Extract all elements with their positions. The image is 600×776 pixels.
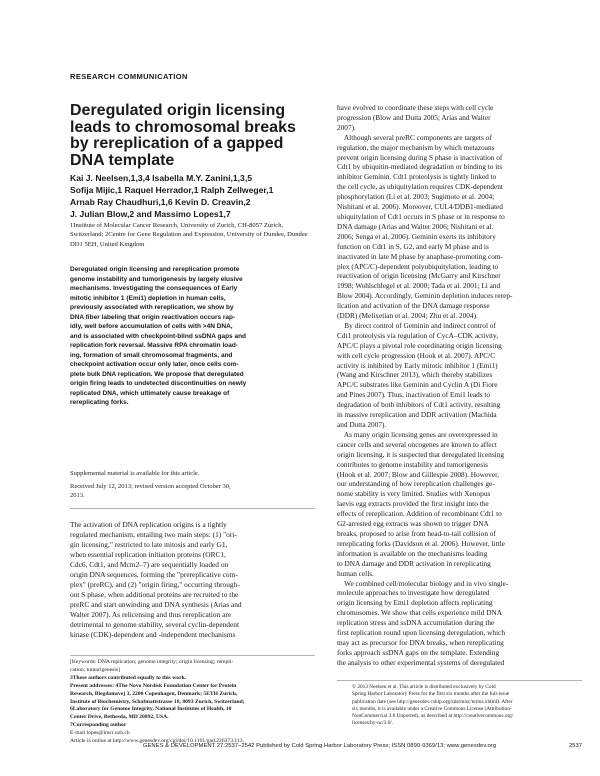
abstract-line: DNA fiber labeling that origin reactivation occurs rap- bbox=[70, 313, 236, 321]
body-line: 2007). bbox=[337, 122, 356, 132]
affiliation-line: 1Institute of Molecular Cancer Research, University of Zurich, bbox=[70, 222, 237, 229]
body-line: and Pines 2007). Thus, inactivation of Emi1 leads to bbox=[337, 390, 491, 400]
body-line: The activation of DNA replication origins is a tightly bbox=[70, 520, 227, 529]
abstract-line: replicated DNA, which ultimately cause breakage of bbox=[70, 389, 230, 397]
body-line: origin licensing by Emi1 depletion affects replicating bbox=[337, 598, 493, 608]
section-label: RESEARCH COMMUNICATION bbox=[70, 72, 188, 81]
body-line: effects of rereplication. Addition of recombinant Cdt1 to bbox=[337, 509, 502, 519]
abstract-line: plete bulk DNA replication. We propose that deregulated bbox=[70, 370, 244, 378]
abstract-line: rereplicating forks. bbox=[70, 399, 129, 406]
author-line: Arnab Ray Chaudhuri,1,6 Kevin D. Creavin,2 bbox=[70, 197, 251, 207]
author-list bbox=[70, 172, 310, 220]
body-line: have evolved to coordinate these steps with cell cycle bbox=[337, 103, 494, 112]
right-column-text bbox=[337, 103, 582, 668]
intro-paragraph bbox=[70, 520, 315, 640]
title-line: by rereplication of a gapped bbox=[70, 135, 284, 152]
abstract-line: Deregulated origin licensing and rereplication promote bbox=[70, 266, 240, 273]
abstract bbox=[70, 265, 310, 408]
body-line: first replication round upon licensing deregulation, which bbox=[337, 628, 505, 638]
body-line: molecule approaches to investigate how deregulated bbox=[337, 588, 490, 598]
footnote-line: Center Drive, Bethesda, MD 20892, USA. bbox=[70, 714, 169, 721]
footer-citation: GENES & DEVELOPMENT 27:2537–2542 Published by Cold Spring Harbor Laboratory Press; ISSN 0890-9369/13; www.genesdev.org bbox=[142, 743, 496, 749]
license-line: © 2013 Neelsen et al. This article is distributed exclusively by Cold bbox=[352, 684, 496, 690]
body-line: the cell cycle, as ubiquitylation requires CDK-dependent bbox=[337, 182, 503, 192]
body-line: function on Cdt1 in S, G2, and early M phase and is bbox=[337, 241, 489, 251]
author-line: Sofija Mijic,1 Raquel Herrador,1 Ralph Zellweger,1 bbox=[70, 185, 274, 195]
body-line: Cdt1 proteolysis via regulation of CycA–CDK activity, bbox=[337, 330, 499, 340]
body-line: APC/C plays a pivotal role coordinating origin licensing bbox=[337, 340, 502, 350]
body-line: the analysis to other experimental systems of deregulated bbox=[337, 657, 505, 667]
body-line: lication and activation of the DNA damage response bbox=[337, 301, 490, 311]
body-line: and Dutta 2007). bbox=[337, 420, 387, 429]
body-line: activity is inhibited by Early mitotic inhibitor 1 (Emi1) bbox=[337, 360, 498, 370]
license-line: NonCommercial 3.0 Unported), as described at http://creativecommons.org/ bbox=[352, 713, 514, 720]
body-line: out S phase, when additional proteins are recruited to the bbox=[70, 590, 239, 599]
page-footer bbox=[70, 743, 582, 749]
supplemental-note: Supplemental material is available for this article. bbox=[70, 470, 200, 477]
affiliation-line: Kingdom bbox=[119, 240, 145, 248]
license-divider bbox=[337, 680, 582, 681]
body-line: We combined cell/molecular biology and in vivo single- bbox=[337, 578, 509, 588]
abstract-line: and is associated with checkpoint-blind ssDNA gaps and bbox=[70, 332, 247, 340]
body-line: plex" (preRC), and (2) "origin firing," occurring through- bbox=[70, 580, 240, 589]
body-line: degradation of both inhibitors of Cdt1 activity, resulting bbox=[337, 400, 501, 410]
body-line: origin DNA sequences, forming the "prereplicative com- bbox=[70, 570, 238, 579]
body-line: DNA damage (Arias and Walter 2006; Nishitani et al. bbox=[337, 221, 494, 231]
footnote-line: [Keywords: DNA replication; genome integrity; origin licensing; rerepli- bbox=[70, 659, 234, 665]
body-line: Nishitani et al. 2006). Moreover, CUL4/DDB1-mediated bbox=[337, 202, 503, 212]
abstract-line: mitotic inhibitor 1 (Emi1) depletion in human cells, bbox=[70, 294, 226, 302]
body-line: human cells. bbox=[337, 568, 374, 578]
body-line: may act as precursor for DNA breaks, when rereplicating bbox=[337, 637, 504, 647]
affiliations bbox=[70, 221, 310, 249]
body-line: contributes to genome instability and tumorigenesis bbox=[337, 459, 488, 469]
page-number: 2537 bbox=[568, 743, 582, 749]
abstract-line: mechanisms. Investigating the consequences of Early bbox=[70, 285, 238, 292]
body-line: nome stability is very limited. Studies with Xenopus bbox=[337, 489, 491, 499]
footnote-line: Present addresses: 4The Novo Nordisk Foundation Center for Protein bbox=[70, 682, 237, 689]
body-line: inhibitor Geminin. Cdt1 proteolysis is tightly linked to bbox=[337, 172, 497, 182]
body-line: in massive rereplication and DDR activation (Machida bbox=[337, 410, 497, 420]
footnote-line: E-mail lopes@imcr.uzh.ch bbox=[70, 730, 130, 737]
license-line: licenses/by-nc/3.0/. bbox=[352, 720, 394, 727]
body-line: APC/C substrates like Geminin and Cyclin A (Di Fiore bbox=[337, 380, 498, 390]
author-line: J. Julian Blow,2 and Massimo Lopes1,7 bbox=[70, 209, 231, 219]
body-line: preRC and start unwinding and DNA synthesis (Arias and bbox=[70, 600, 242, 609]
footnote-line: 6Laboratory for Genome Integrity, National Institutes of Health, 10 bbox=[70, 706, 232, 713]
body-line: 2006; Senga et al. 2006). Geminin exerts its inhibitory bbox=[337, 231, 496, 241]
body-line: our understanding of how rereplication challenges ge- bbox=[337, 479, 495, 489]
body-line: regulation, the major mechanism by which metazoans bbox=[337, 142, 495, 152]
body-line: prevent origin licensing during S phase is inactivation of bbox=[337, 152, 503, 162]
title-line: DNA template bbox=[70, 151, 175, 169]
body-line: Cdc6, Cdt1, and Mcm2–7) are sequentially loaded on bbox=[70, 560, 229, 569]
body-line: 1998; Wohlschlegel et al. 2000; Tada et al. 2001; Li and bbox=[337, 281, 501, 291]
body-line: plex (APC/C)-dependent polyubiquitylation, leading to bbox=[337, 261, 499, 271]
body-line: replication stress and ssDNA accumulation during the bbox=[337, 618, 495, 628]
license-line: Spring Harbor Laboratory Press for the first six months after the full-issue bbox=[352, 691, 510, 698]
abstract-line: checkpoint activation occur only later, once cells com- bbox=[70, 361, 239, 368]
body-line: chromosomes. We show that cells experience mild DNA bbox=[337, 608, 503, 618]
body-line: forks approach ssDNA gaps on the template. Extending bbox=[337, 647, 500, 657]
title-line: Deregulated origin licensing bbox=[70, 102, 286, 119]
abstract-line: previously associated with rereplication, we show by bbox=[70, 304, 234, 311]
body-line: cancer cells and several oncogenes are known to affect bbox=[337, 439, 497, 449]
abstract-divider bbox=[70, 508, 315, 509]
abstract-line: origin firing leads to undetected discontinuities on newly bbox=[70, 380, 247, 387]
body-line: phosphorylation (Li et al. 2003; Sugimoto et al. 2004; bbox=[337, 192, 495, 202]
affiliation-line: Expression, University of Dundee, Dundee DD1 5EH, United bbox=[70, 231, 308, 248]
body-line: reactivation of origin licensing (McGarry and Kirschner bbox=[337, 271, 501, 281]
title-line: leads to chromosomal breaks bbox=[70, 118, 296, 136]
body-line: By direct control of Geminin and indirect control of bbox=[337, 320, 496, 330]
body-line: laevis egg extracts provided the first insight into the bbox=[337, 499, 489, 509]
body-line: when essential replication initiation proteins (ORC1, bbox=[70, 550, 226, 559]
abstract-line: genome instability and tumorigenesis by largely elusive bbox=[70, 275, 243, 283]
footnote-line: Research, Blegdamsvej 3, 2200 Copenhagen, Denmark; 5ETH Zurich, bbox=[70, 690, 238, 697]
body-line: ubiquitylation of Cdt1 occurs in S phase or in response to bbox=[337, 211, 505, 221]
body-line: Although several preRC components are targets of bbox=[337, 132, 492, 142]
body-line: progression (Blow and Dutta 2005; Arias and Walter bbox=[337, 112, 491, 122]
footnote-line: cation; tumorigenesis] bbox=[70, 666, 120, 673]
body-line: detrimental to genome stability, several cyclin-dependent bbox=[70, 620, 240, 629]
body-line: Walter 2007). As relicensing and thus rereplication are bbox=[70, 610, 232, 619]
body-line: kinase (CDK)-dependent and -independent mechanisms bbox=[70, 630, 236, 639]
body-line: (Hook et al. 2007; Blow and Gillespie 2008). However, bbox=[337, 469, 500, 479]
received-line: Received July 12, 2013; revised version accepted October 30, bbox=[70, 483, 231, 490]
footnote-divider bbox=[70, 655, 315, 656]
body-line: origin licensing, it is suspected that deregulated licensing bbox=[337, 449, 504, 459]
body-line: G2-arrested egg extracts was shown to trigger DNA bbox=[337, 519, 489, 529]
body-line: inactivated in late M phase by anaphase-promoting com- bbox=[337, 251, 503, 261]
abstract-line: ing, formation of small chromosomal fragments, and bbox=[70, 351, 233, 359]
affiliation-line: CH-8057 Zurich, Switzerland; 2Centre for Gene Regulation and bbox=[70, 222, 284, 239]
footnote-line: 3These authors contributed equally to this work. bbox=[70, 674, 187, 681]
footnote-line: 7Corresponding author bbox=[70, 722, 127, 729]
abstract-line: replication fork reversal. Massive RPA chromatin load- bbox=[70, 342, 238, 349]
body-line: to DNA damage and DDR activation in rereplicating bbox=[337, 558, 491, 568]
license-line: six months, it is available under a Creative Commons License (Attribution- bbox=[352, 705, 512, 712]
body-line: (Wang and Kirschner 2013), which thereby stabilizes bbox=[337, 370, 493, 380]
footnote-line: Institute of Biochemistry, Schafmattstrasse 18, 8093 Zurich, Switzerland; bbox=[70, 698, 245, 705]
body-line: As many origin licensing genes are overexpressed in bbox=[337, 429, 498, 439]
body-line: Cdt1 by ubiquitin-mediated degradation or binding to its bbox=[337, 162, 503, 172]
body-line: with cell cycle progression (Hook et al. 2007). APC/C bbox=[337, 350, 496, 360]
footnote-line: Article is online at http://www.genesdev.org/cgi/doi/10.1101/gad.226373.113. bbox=[70, 738, 245, 745]
license-line: publication date (see http://genesdev.cshlp.org/site/misc/terms.xhtml). After bbox=[352, 698, 513, 705]
author-line: Kai J. Neelsen,1,3,4 Isabella M.Y. Zanini,1,3,5 bbox=[70, 173, 252, 183]
article-title bbox=[70, 103, 310, 169]
received-dates bbox=[70, 482, 310, 501]
body-line: (DDR) (Melixetian et al. 2004; Zhu et al. 2004). bbox=[337, 311, 478, 321]
footnotes bbox=[70, 659, 320, 746]
body-line: gin licensing," restricted to late mitosis and early G1, bbox=[70, 540, 228, 549]
license-notice bbox=[352, 684, 584, 728]
body-line: information is available on the mechanisms leading bbox=[337, 548, 488, 558]
body-line: Blow 2004). Accordingly, Geminin depletion induces rerep- bbox=[337, 291, 513, 301]
body-line: regulated mechanism, entailing two main steps: (1) "ori- bbox=[70, 530, 237, 539]
body-line: breaks, proposed to arise from head-to-tail collision of bbox=[337, 528, 496, 538]
abstract-line: idly, well before accumulation of cells with >4N DNA, bbox=[70, 323, 233, 330]
body-line: rereplicating forks (Davidson et al. 2006). However, little bbox=[337, 538, 505, 548]
received-line: 2013. bbox=[70, 492, 85, 500]
